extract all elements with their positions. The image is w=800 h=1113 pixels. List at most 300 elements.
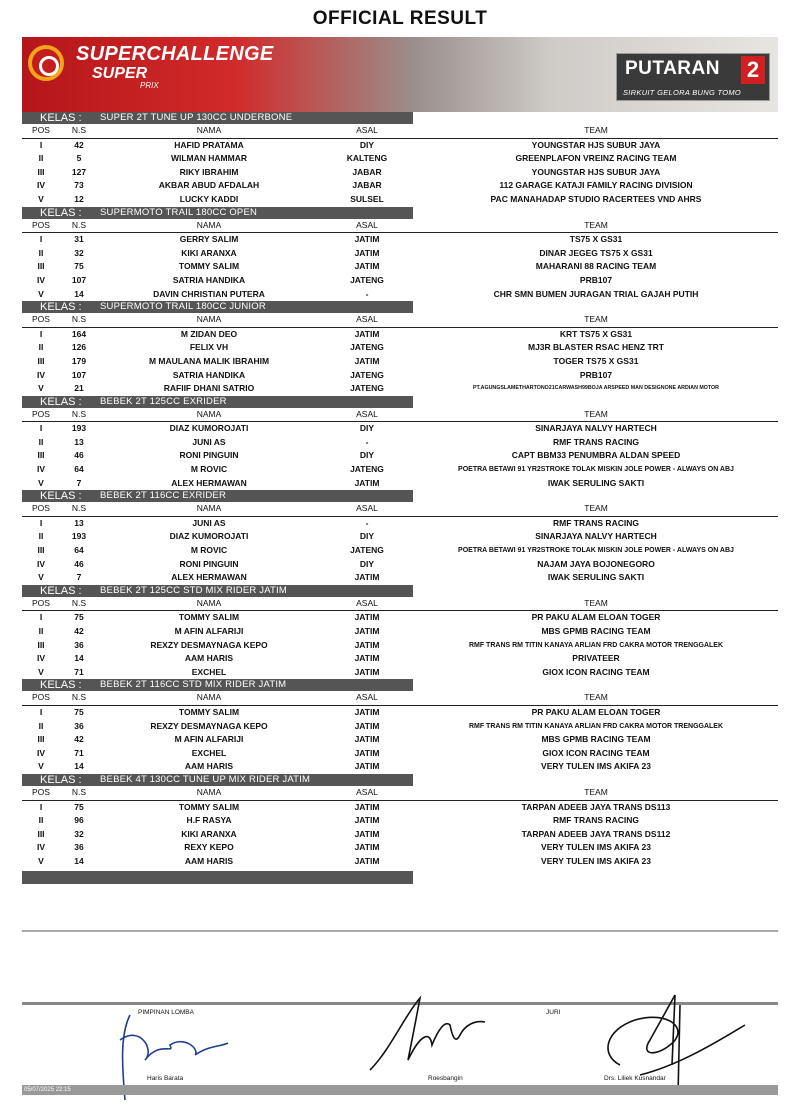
cell-team: RMF TRANS RACING [553, 815, 639, 826]
cell-asal: JATIM [354, 261, 380, 272]
kelas-label: KELAS : [40, 490, 82, 503]
cell-team: TARPAN ADEEB JAYA TRANS DS112 [521, 828, 671, 839]
cell-ns: 107 [71, 369, 87, 380]
column-header-asal: ASAL [356, 219, 378, 230]
cell-team: CAPT BBM33 PENUMBRA ALDAN SPEED [511, 450, 681, 461]
cell-pos: III [37, 450, 45, 461]
cell-asal: DIY [359, 558, 375, 569]
cell-pos: I [39, 234, 43, 245]
table-row [22, 260, 778, 274]
cell-nama: HAFID PRATAMA [174, 139, 244, 150]
column-header-pos: POS [32, 503, 50, 514]
cell-pos: V [38, 477, 44, 488]
banner-brand: SUPERCHALLENGE [76, 43, 274, 65]
kelas-label: KELAS : [40, 301, 82, 314]
cell-nama: DIAZ KUMOROJATI [169, 531, 249, 542]
cell-team: VERY TULEN IMS AKIFA 23 [541, 761, 651, 772]
cell-pos: I [39, 139, 43, 150]
table-row [22, 369, 778, 383]
column-header-team: TEAM [584, 314, 608, 325]
class-name: BEBEK 2T 125CC STD MIX RIDER JATIM [100, 584, 287, 596]
cell-ns: 126 [71, 342, 87, 353]
cell-pos: IV [36, 180, 46, 191]
cell-asal: JATIM [354, 572, 380, 583]
column-header-ns: N.S [71, 597, 87, 608]
column-header-asal: ASAL [356, 314, 378, 325]
cell-nama: SATRIA HANDIKA [172, 369, 246, 380]
putaran-box [616, 53, 770, 101]
cell-pos: V [38, 193, 44, 204]
cell-team: POETRA BETAWI 91 YR2STROKE TOLAK MISKIN JOLE POWER - ALWAYS ON ABJ [458, 466, 734, 474]
column-header-ns: N.S [71, 786, 87, 797]
cell-team: CHR SMN BUMEN JURAGAN TRIAL GAJAH PUTIH [493, 288, 699, 299]
cell-asal: DIY [359, 531, 375, 542]
column-header-nama: NAMA [196, 597, 222, 608]
class-header [22, 490, 413, 502]
cell-team: MBS GPMB RACING TEAM [541, 626, 651, 636]
cell-asal: JATIM [354, 734, 380, 745]
table-row [22, 733, 778, 747]
table-row [22, 436, 778, 450]
class-name: SUPERMOTO TRAIL 180CC OPEN [100, 206, 258, 218]
table-row [22, 517, 778, 531]
cell-pos: II [38, 342, 44, 353]
cell-pos: V [38, 572, 44, 583]
cell-pos: V [38, 855, 44, 866]
cell-ns: 193 [71, 423, 87, 434]
cell-ns: 13 [74, 517, 84, 528]
left-signature-name: Haris Barata [147, 1075, 184, 1082]
cell-ns: 107 [71, 274, 87, 285]
right-signature-title: JURI [546, 1009, 561, 1016]
cell-ns: 7 [76, 477, 82, 488]
cell-ns: 73 [74, 180, 84, 191]
column-header-asal: ASAL [356, 597, 378, 608]
column-header-pos: POS [32, 125, 50, 135]
table-row [22, 720, 778, 734]
column-header-ns: N.S [71, 503, 87, 514]
cell-ns: 96 [74, 815, 84, 826]
cell-ns: 75 [74, 706, 84, 717]
table-row [22, 814, 778, 828]
cell-nama: FELIX VH [189, 342, 229, 353]
column-header-asal: ASAL [356, 692, 378, 703]
cell-pos: II [38, 436, 44, 447]
cell-ns: 75 [74, 612, 84, 623]
cell-team: PAC MANAHADAP STUDIO RACERTEES VND AHRS [490, 193, 702, 204]
cell-pos: V [38, 383, 44, 394]
cell-pos: I [39, 801, 43, 812]
cell-nama: M MAULANA MALIK IBRAHIM [148, 355, 270, 366]
circuit-name: SIRKUIT GELORA BUNG TOMO [623, 88, 742, 97]
cell-nama: RONI PINGUIN [179, 450, 239, 461]
cell-team: IWAK SERULING SAKTI [547, 572, 645, 583]
cell-nama: TOMMY SALIM [178, 261, 240, 272]
cell-ns: 36 [74, 720, 84, 731]
cell-pos: IV [36, 274, 46, 285]
cell-asal: JATENG [350, 383, 384, 394]
cell-ns: 32 [74, 828, 84, 839]
cell-team: RMF TRANS RM TITIN KANAYA ARLIAN FRD CAKRA MOTOR TRENGGALEK [468, 722, 724, 730]
cell-team: YOUNGSTAR HJS SUBUR JAYA [531, 166, 661, 177]
column-header-row [22, 313, 778, 328]
table-row [22, 760, 778, 774]
cell-asal: JATIM [354, 234, 380, 245]
cell-ns: 71 [74, 666, 84, 677]
table-row [22, 274, 778, 288]
cell-asal: JABAR [352, 180, 382, 191]
cell-pos: III [37, 734, 45, 745]
cell-ns: 64 [74, 464, 84, 475]
class-name: SUPERMOTO TRAIL 180CC JUNIOR [100, 301, 266, 313]
cell-pos: I [39, 328, 43, 339]
kelas-label: KELAS : [40, 206, 82, 219]
class-name: BEBEK 2T 116CC STD MIX RIDER JATIM [100, 679, 287, 691]
cell-team: VERY TULEN IMS AKIFA 23 [541, 855, 651, 866]
cell-team: PR PAKU ALAM ELOAN TOGER [531, 706, 661, 717]
class-header [22, 396, 413, 408]
putaran-label: PUTARAN [625, 58, 720, 79]
cell-pos: II [38, 531, 44, 542]
cell-nama: M AFIN ALFARIJI [174, 734, 244, 745]
divider [22, 930, 778, 932]
cell-team: SINARJAYA NALVY HARTECH [535, 531, 657, 542]
table-row [22, 544, 778, 558]
banner-sub2: PRIX [140, 81, 159, 90]
column-header-team: TEAM [584, 692, 608, 703]
class-name: BEBEK 2T 116CC EXRIDER [100, 490, 227, 502]
cell-nama: ALEX HERMAWAN [171, 477, 247, 488]
cell-nama: M AFIN ALFARIJI [174, 626, 244, 636]
table-row [22, 288, 778, 302]
column-header-asal: ASAL [356, 408, 378, 419]
class-header [22, 112, 413, 124]
column-header-nama: NAMA [196, 314, 222, 325]
cell-nama: KIKI ARANXA [181, 828, 237, 839]
cell-ns: 5 [76, 153, 82, 164]
column-header-pos: POS [32, 408, 50, 419]
cell-ns: 193 [71, 531, 87, 542]
cell-asal: JATIM [354, 247, 380, 258]
cell-team: DINAR JEGEG TS75 X GS31 [539, 247, 653, 258]
column-header-row [22, 786, 778, 801]
table-row [22, 801, 778, 815]
cell-nama: EXCHEL [191, 666, 227, 677]
cell-asal: JATIM [354, 666, 380, 677]
cell-nama: TOMMY SALIM [178, 801, 240, 812]
column-header-pos: POS [32, 786, 50, 797]
class-name: BEBEK 2T 125CC EXRIDER [100, 395, 227, 407]
column-header-team: TEAM [584, 408, 608, 419]
cell-ns: 14 [74, 855, 84, 866]
cell-asal: JATIM [354, 801, 380, 812]
cell-ns: 64 [74, 545, 84, 556]
cell-nama: SATRIA HANDIKA [172, 274, 246, 285]
column-header-pos: POS [32, 219, 50, 230]
column-header-nama: NAMA [196, 786, 222, 797]
cell-team: MAHARANI 88 RACING TEAM [535, 261, 657, 272]
cell-asal: JABAR [352, 166, 382, 177]
class-header [22, 207, 413, 219]
cell-nama: M ROVIC [190, 464, 228, 475]
cell-nama: ALEX HERMAWAN [171, 572, 247, 583]
cell-asal: JATIM [354, 747, 380, 758]
cell-team: PRB107 [579, 274, 613, 285]
cell-asal: JATIM [354, 328, 380, 339]
cell-team: SINARJAYA NALVY HARTECH [535, 423, 657, 434]
column-header-row [22, 691, 778, 706]
cell-asal: - [365, 288, 369, 299]
cell-ns: 46 [74, 558, 84, 569]
cell-nama: REXZY DESMAYNAGA KEPO [150, 720, 268, 731]
cell-ns: 21 [74, 383, 84, 394]
table-row [22, 422, 778, 436]
mid-signature-drawing [360, 990, 490, 1080]
cell-pos: III [37, 828, 45, 839]
table-row [22, 166, 778, 180]
brand-logo-icon [28, 45, 64, 81]
table-end-bar [22, 871, 413, 884]
column-header-asal: ASAL [356, 125, 378, 135]
cell-team: IWAK SERULING SAKTI [547, 477, 645, 488]
cell-team: TOGER TS75 X GS31 [553, 355, 639, 366]
cell-ns: 14 [74, 653, 84, 664]
cell-team: PT.AGUNGSLAMETHARTONO21CARWASH99BOJA ARSPEED MAN DESIGNONE ARDIAN MOTOR [472, 385, 720, 392]
table-row [22, 449, 778, 463]
cell-nama: M ROVIC [190, 545, 228, 556]
cell-nama: TOMMY SALIM [178, 706, 240, 717]
column-header-ns: N.S [71, 692, 87, 703]
table-row [22, 706, 778, 720]
class-header [22, 679, 413, 691]
cell-ns: 71 [74, 747, 84, 758]
cell-nama: H.F RASYA [186, 815, 232, 826]
cell-nama: JUNI AS [192, 436, 226, 447]
cell-team: 112 GARAGE KATAJI FAMILY RACING DIVISION [499, 180, 693, 191]
column-header-pos: POS [32, 692, 50, 703]
cell-team: POETRA BETAWI 91 YR2STROKE TOLAK MISKIN JOLE POWER - ALWAYS ON ABJ [458, 547, 734, 555]
cell-nama: RAFIIF DHANI SATRIO [163, 383, 255, 394]
table-row [22, 558, 778, 572]
cell-nama: GERRY SALIM [179, 234, 239, 245]
column-header-pos: POS [32, 314, 50, 325]
cell-ns: 12 [74, 193, 84, 204]
results-table [22, 112, 778, 884]
cell-ns: 179 [71, 355, 87, 366]
cell-pos: IV [36, 842, 46, 853]
table-row [22, 233, 778, 247]
cell-nama: EXCHEL [191, 747, 227, 758]
table-row [22, 463, 778, 477]
cell-asal: JATIM [354, 720, 380, 731]
column-header-team: TEAM [584, 786, 608, 797]
cell-team: VERY TULEN IMS AKIFA 23 [541, 842, 651, 853]
cell-ns: 14 [74, 288, 84, 299]
table-row [22, 571, 778, 585]
cell-team: PRIVATEER [572, 653, 620, 664]
column-header-ns: N.S [71, 408, 87, 419]
cell-team: MBS GPMB RACING TEAM [541, 734, 651, 745]
cell-nama: AAM HARIS [184, 761, 234, 772]
cell-team: TS75 X GS31 [569, 234, 623, 245]
cell-ns: 127 [71, 166, 87, 177]
cell-nama: AAM HARIS [184, 653, 234, 664]
cell-nama: TOMMY SALIM [178, 612, 240, 623]
cell-asal: JATIM [354, 761, 380, 772]
cell-team: KRT TS75 X GS31 [559, 328, 633, 339]
right-signature-name: Drs. Liliek Kusnandar [604, 1075, 666, 1082]
cell-pos: IV [36, 558, 46, 569]
cell-nama: DAVIN CHRISTIAN PUTERA [153, 288, 265, 299]
column-header-asal: ASAL [356, 786, 378, 797]
left-signature-title: PIMPINAN LOMBA [138, 1009, 194, 1016]
cell-asal: DIY [359, 423, 375, 434]
cell-team: PR PAKU ALAM ELOAN TOGER [531, 612, 661, 623]
cell-ns: 31 [74, 234, 84, 245]
cell-team: RMF TRANS RACING [553, 517, 639, 528]
column-header-nama: NAMA [196, 692, 222, 703]
page-title: OFFICIAL RESULT [312, 8, 488, 29]
cell-ns: 36 [74, 639, 84, 650]
cell-ns: 164 [71, 328, 87, 339]
cell-nama: KIKI ARANXA [181, 247, 237, 258]
table-row [22, 611, 778, 625]
table-row [22, 382, 778, 396]
cell-nama: AKBAR ABUD AFDALAH [158, 180, 260, 191]
table-row [22, 152, 778, 166]
cell-nama: JUNI AS [192, 517, 226, 528]
column-header-pos: POS [32, 597, 50, 608]
column-header-team: TEAM [584, 597, 608, 608]
cell-ns: 36 [74, 842, 84, 853]
class-name: SUPER 2T TUNE UP 130CC UNDERBONE [100, 112, 293, 123]
column-header-row [22, 502, 778, 517]
column-header-row [22, 124, 778, 139]
cell-nama: REXZY DESMAYNAGA KEPO [150, 639, 268, 650]
cell-pos: II [38, 815, 44, 826]
cell-pos: II [38, 247, 44, 258]
cell-pos: III [37, 545, 45, 556]
right-signature-drawing [580, 985, 750, 1095]
cell-nama: M ZIDAN DEO [180, 328, 238, 339]
cell-ns: 7 [76, 572, 82, 583]
cell-pos: III [37, 166, 45, 177]
cell-nama: RONI PINGUIN [179, 558, 239, 569]
cell-asal: JATIM [354, 626, 380, 636]
cell-pos: I [39, 706, 43, 717]
cell-asal: DIY [359, 450, 375, 461]
footer-timestamp: 05/07/2025 22:15 [24, 1087, 71, 1093]
cell-asal: JATIM [354, 639, 380, 650]
cell-nama: RIKY IBRAHIM [179, 166, 239, 177]
cell-asal: JATIM [354, 355, 380, 366]
table-row [22, 625, 778, 639]
putaran-number: 2 [741, 56, 765, 84]
cell-team: RMF TRANS RACING [553, 436, 639, 447]
cell-pos: IV [36, 653, 46, 664]
table-row [22, 328, 778, 342]
cell-asal: JATENG [350, 545, 384, 556]
cell-pos: IV [36, 369, 46, 380]
class-header [22, 774, 413, 786]
cell-asal: DIY [359, 139, 375, 150]
cell-pos: V [38, 666, 44, 677]
cell-team: YOUNGSTAR HJS SUBUR JAYA [531, 139, 661, 150]
banner-sub: SUPER [92, 65, 148, 82]
cell-team: MJ3R BLASTER RSAC HENZ TRT [527, 342, 664, 353]
cell-asal: JATENG [350, 369, 384, 380]
table-row [22, 747, 778, 761]
cell-nama: LUCKY KADDI [179, 193, 239, 204]
cell-asal: SULSEL [350, 193, 384, 204]
cell-asal: KALTENG [346, 153, 388, 164]
column-header-asal: ASAL [356, 503, 378, 514]
table-row [22, 193, 778, 207]
kelas-label: KELAS : [40, 679, 82, 692]
table-row [22, 666, 778, 680]
cell-team: GIOX ICON RACING TEAM [542, 666, 650, 677]
cell-asal: - [365, 436, 369, 447]
cell-ns: 75 [74, 801, 84, 812]
cell-ns: 13 [74, 436, 84, 447]
table-row [22, 639, 778, 653]
column-header-team: TEAM [584, 125, 608, 135]
kelas-label: KELAS : [40, 773, 82, 786]
table-row [22, 139, 778, 153]
cell-asal: JATIM [354, 828, 380, 839]
mid-signature-name: Roesbangin [428, 1075, 463, 1082]
column-header-ns: N.S [71, 125, 87, 135]
cell-asal: JATIM [354, 612, 380, 623]
cell-ns: 32 [74, 247, 84, 258]
cell-nama: WILMAN HAMMAR [170, 153, 247, 164]
cell-pos: I [39, 423, 43, 434]
table-row [22, 652, 778, 666]
cell-pos: II [38, 720, 44, 731]
cell-ns: 42 [74, 734, 84, 745]
column-header-nama: NAMA [196, 125, 222, 135]
cell-nama: REXY KEPO [184, 842, 234, 853]
cell-nama: DIAZ KUMOROJATI [169, 423, 249, 434]
table-row [22, 477, 778, 491]
cell-asal: JATIM [354, 842, 380, 853]
table-row [22, 855, 778, 869]
cell-pos: V [38, 288, 44, 299]
column-header-ns: N.S [71, 314, 87, 325]
cell-pos: II [38, 153, 44, 164]
cell-asal: JATENG [350, 342, 384, 353]
table-row [22, 355, 778, 369]
kelas-label: KELAS : [40, 584, 82, 597]
column-header-row [22, 408, 778, 423]
table-row [22, 341, 778, 355]
cell-asal: JATIM [354, 815, 380, 826]
column-header-team: TEAM [584, 219, 608, 230]
class-header [22, 585, 413, 597]
class-header [22, 301, 413, 313]
column-header-row [22, 219, 778, 234]
footer-bar [22, 1085, 778, 1095]
column-header-nama: NAMA [196, 219, 222, 230]
column-header-row [22, 597, 778, 612]
table-row [22, 530, 778, 544]
cell-pos: IV [36, 747, 46, 758]
table-row [22, 247, 778, 261]
cell-pos: IV [36, 464, 46, 475]
cell-pos: I [39, 612, 43, 623]
table-row [22, 841, 778, 855]
cell-asal: JATENG [350, 464, 384, 475]
